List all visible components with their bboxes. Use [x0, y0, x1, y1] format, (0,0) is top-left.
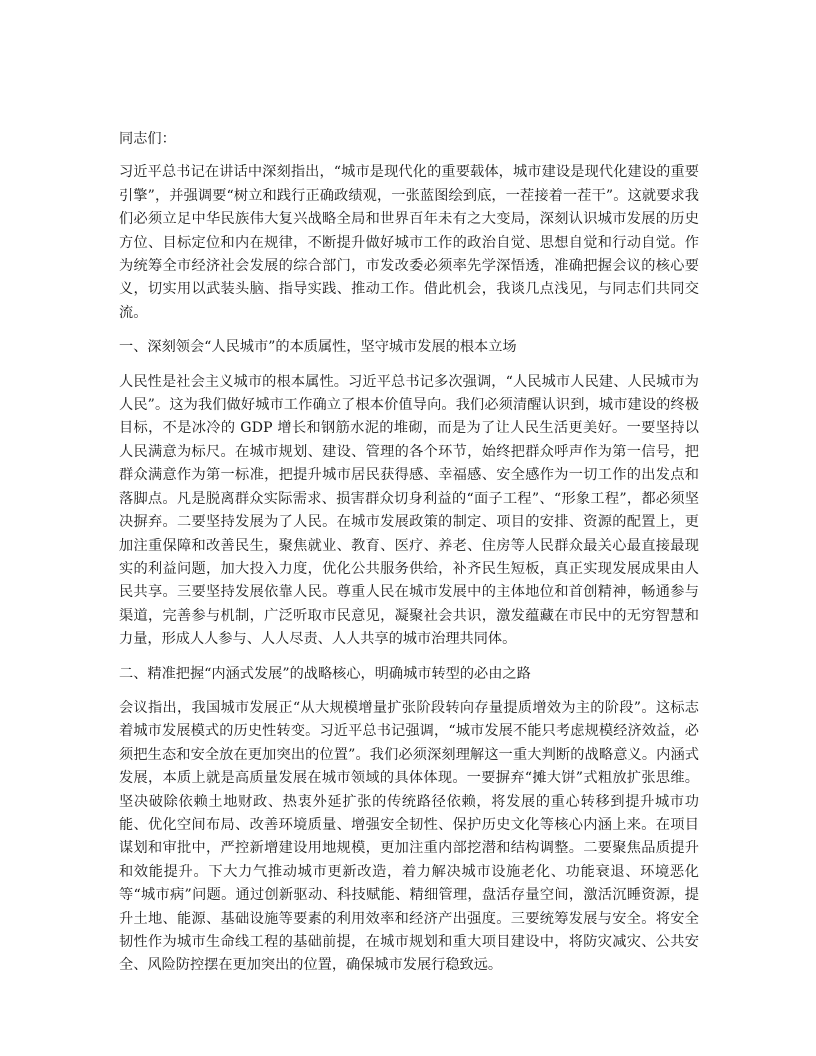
section-1-paragraph: 人民性是社会主义城市的根本属性。习近平总书记多次强调，“人民城市人民建、人民城市为人民”。这为我们做好城市工作确立了根本价值导向。我们必须清醒认识到，城市建设的终极目标，不是冰冷的 GDP 增长和钢筋水泥的堆砌，而是为了让人民生活更美好。一要坚持以人民满意为标尺。在城市规划、建设、管理的各个环节，始终把群众呼声作为第一信号，把群众满意作为第一标准，把提升城市居民获得感、幸福感、安全感作为一切工作的出发点和落脚点。凡是脱离群众实际需求、损害群众切身利益的“面子工程”、“形象工程”，都必须坚决摒弃。二要坚持发展为了人民。在城市发展政策的制定、项目的安排、资源的配置上，更加注重保障和改善民生，聚焦就业、教育、医疗、养老、住房等人民群众最关心最直接最现实的利益问题，加大投入力度，优化公共服务供给，补齐民生短板，真正实现发展成果由人民共享。三要坚持发展依靠人民。尊重人民在城市发展中的主体地位和首创精神，畅通参与渠道，完善参与机制，广泛听取市民意见，凝聚社会共识，激发蕴藏在市民中的无穷智慧和力量，形成人人参与、人人尽责、人人共享的城市治理共同体。	[119, 373, 699, 648]
document-body	[119, 128, 699, 989]
greeting: 同志们：	[119, 131, 176, 147]
section-heading-2: 二、精准把握“内涵式发展”的战略核心，明确城市转型的必由之路	[119, 665, 531, 682]
intro-paragraph: 习近平总书记在讲话中深刻指出，“城市是现代化的重要载体，城市建设是现代化建设的重要引擎”，并强调要“树立和践行正确政绩观，一张蓝图绘到底，一茬接着一茬干”。这就要求我们必须立足中华民族伟大复兴战略全局和世界百年未有之大变局，深刻认识城市发展的历史方位、目标定位和内在规律，不断提升做好城市工作的政治自觉、思想自觉和行动自觉。作为统筹全市经济社会发展的综合部门，市发改委必须率先学深悟透，准确把握会议的核心要义，切实用以武装头脑、指导实践、推动工作。借此机会，我谈几点浅见，与同志们共同交流。	[119, 164, 699, 321]
section-heading-1: 一、深刻领会“人民城市”的本质属性，坚守城市发展的根本立场	[119, 339, 517, 356]
section-2-paragraph: 会议指出，我国城市发展正“从大规模增量扩张阶段转向存量提质增效为主的阶段”。这标志着城市发展模式的历史性转变。习近平总书记强调，“城市发展不能只考虑规模经济效益，必须把生态和安全放在更加突出的位置”。我们必须深刻理解这一重大判断的战略意义。内涵式发展，本质上就是高质量发展在城市领域的具体体现。一要摒弃“摊大饼”式粗放扩张思维。坚决破除依赖土地财政、热衷外延扩张的传统路径依赖，将发展的重心转移到提升城市功能、优化空间布局、改善环境质量、增强安全韧性、保护历史文化等核心内涵上来。在项目谋划和审批中，严控新增建设用地规模，更加注重内部挖潜和结构调整。二要聚焦品质提升和效能提升。下大力气推动城市更新改造，着力解决城市设施老化、功能衰退、环境恶化等“城市病”问题。通过创新驱动、科技赋能、精细管理，盘活存量空间，激活沉睡资源，提升土地、能源、基础设施等要素的利用效率和经济产出强度。三要统筹发展与安全。将安全韧性作为城市生命线工程的基础前提，在城市规划和重大项目建设中，将防灾减灾、公共安全、风险防控摆在更加突出的位置，确保城市发展行稳致远。	[119, 699, 699, 974]
